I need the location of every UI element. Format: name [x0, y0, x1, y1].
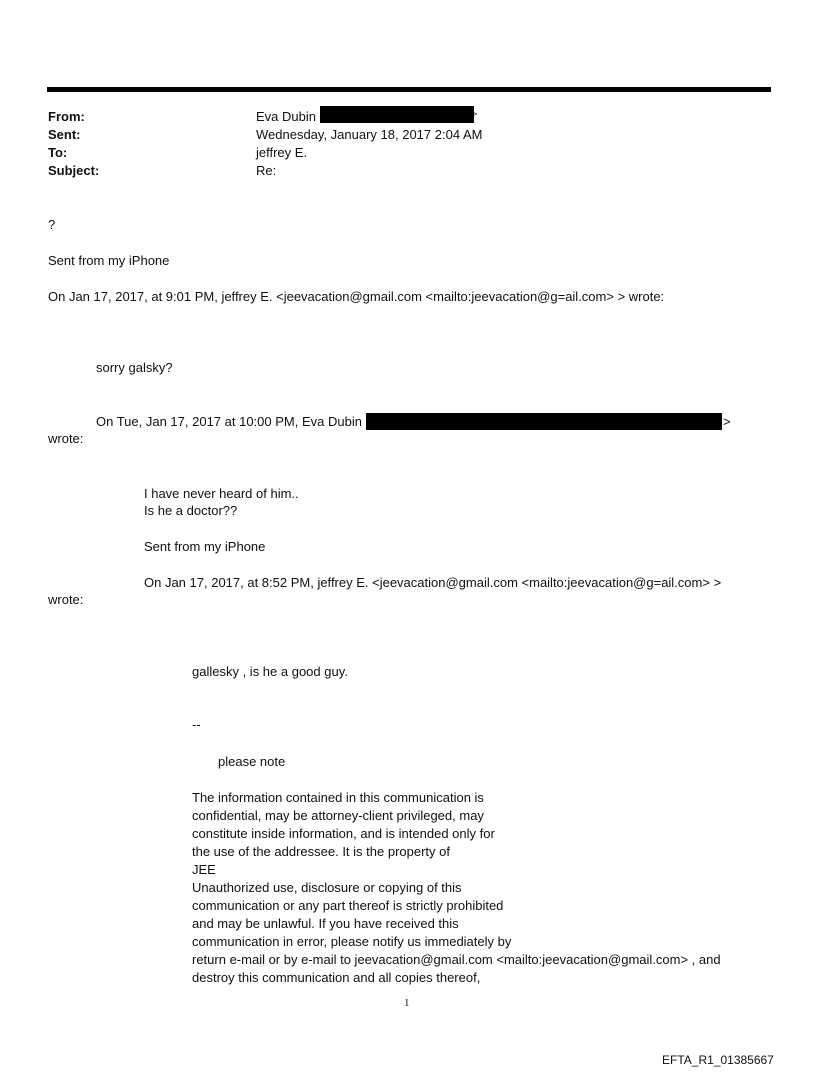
- disclaimer-line: the use of the addressee. It is the property of: [192, 844, 450, 859]
- disclaimer-line: Unauthorized use, disclosure or copying of this: [192, 880, 462, 895]
- subject-label: Subject:: [48, 163, 100, 178]
- quote-header-2-tail: >: [723, 414, 731, 429]
- header-rule: [47, 87, 771, 92]
- disclaimer-line: communication in error, please notify us immediately by: [192, 934, 512, 949]
- disclaimer-line: confidential, may be attorney-client privileged, may: [192, 808, 484, 823]
- disclaimer-line: return e-mail or by e-mail to jeevacation@gmail.com <mailto:jeevacation@gmail.com> , and: [192, 952, 721, 967]
- quote-header-1: On Jan 17, 2017, at 9:01 PM, jeffrey E. <jeevacation@gmail.com <mailto:jeevacation@g=ail.com> > wrote:: [48, 289, 665, 304]
- sent-label: Sent:: [48, 127, 81, 142]
- reply-doctor: Is he a doctor??: [144, 503, 238, 518]
- sent-from-iphone: Sent from my iPhone: [144, 539, 266, 554]
- body-question: ?: [48, 217, 56, 232]
- disclaimer-line: destroy this communication and all copies thereof,: [192, 970, 481, 985]
- from-value: Eva Dubin: [256, 109, 316, 124]
- reply-sorry: sorry galsky?: [96, 360, 173, 375]
- document-id: EFTA_R1_01385667: [662, 1053, 774, 1067]
- quote-header-3: On Jan 17, 2017, at 8:52 PM, jeffrey E. <jeevacation@gmail.com <mailto:jeevacation@g=ail.com> >: [144, 575, 722, 590]
- redaction-bar: [366, 413, 722, 430]
- disclaimer-line: The information contained in this communication is: [192, 790, 484, 805]
- from-tail: >: [472, 109, 478, 119]
- quote-header-2: On Tue, Jan 17, 2017 at 10:00 PM, Eva Dubin: [96, 414, 362, 429]
- sent-from-iphone: Sent from my iPhone: [48, 253, 170, 268]
- disclaimer-line: and may be unlawful. If you have received this: [192, 916, 459, 931]
- signature-dash: --: [192, 717, 201, 732]
- disclaimer-line: JEE: [192, 862, 216, 877]
- original-message: gallesky , is he a good guy.: [192, 664, 348, 679]
- subject-value: Re:: [256, 163, 277, 178]
- reply-never-heard: I have never heard of him..: [144, 486, 299, 501]
- sent-value: Wednesday, January 18, 2017 2:04 AM: [256, 127, 483, 142]
- disclaimer-line: constitute inside information, and is intended only for: [192, 826, 495, 841]
- please-note: please note: [218, 754, 286, 769]
- disclaimer-line: communication or any part thereof is strictly prohibited: [192, 898, 504, 913]
- wrote-label: wrote:: [48, 592, 84, 607]
- redaction-bar: [320, 106, 474, 123]
- page-number: 1: [404, 997, 410, 1009]
- to-value: jeffrey E.: [256, 145, 308, 160]
- wrote-label: wrote:: [48, 431, 84, 446]
- to-label: To:: [48, 145, 68, 160]
- from-label: From:: [48, 109, 85, 124]
